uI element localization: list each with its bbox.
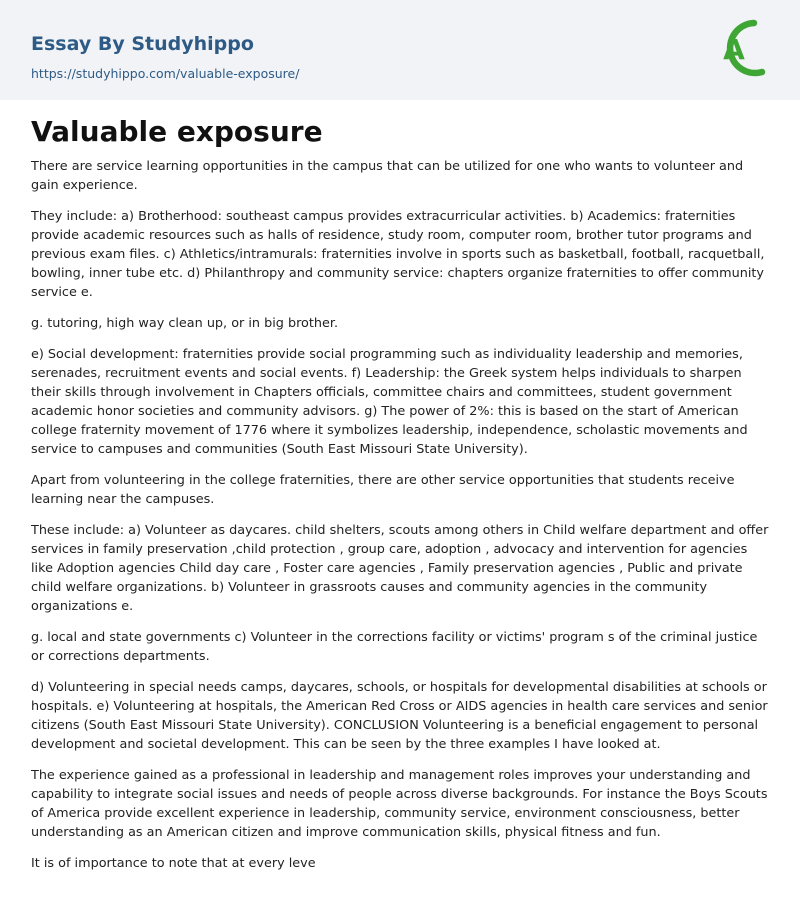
article-paragraph-1: There are service learning opportunities in the campus that can be utilized for one who wants to volunteer and gain experience. (31, 159, 744, 193)
article-paragraph-10: It is of importance to note that at every leve (31, 856, 316, 871)
article-paragraph-2: They include: a) Brotherhood: southeast campus provides extracurricular activities. b) Academics: fraternities provide academic resources such as halls of residence, study room, computer room, brother tutor programs and previous exam files. c) Athletics/intramurals: fraternities involve in sports such as basketball, football, racquetball, bowling, inner tube etc. d) Philanthropy and community service: chapters organize fraternities to offer community service e. (31, 209, 765, 300)
article-paragraph-9: The experience gained as a professional in leadership and management roles improves your understanding and capability to integrate social issues and needs of people across diverse backgrounds. For instance the Boys Scouts of America provide excellent experience in leadership, community service, environment consciousness, better understanding as an American citizen and improve communication skills, physical fitness and fun. (31, 768, 768, 840)
article-paragraph-3: g. tutoring, high way clean up, or in big brother. (31, 316, 339, 331)
article-paragraph-6: These include: a) Volunteer as daycares. child shelters, scouts among others in Child welfare department and offer services in family preservation ,child protection , group care, adoption , advocacy and intervention for agencies like Adoption agencies Child day care , Foster care agencies , Family preservation agencies , Public and private child welfare organizations. b) Volunteer in grassroots causes and community agencies in the community organizations e. (31, 523, 769, 614)
logo-letter: A (723, 33, 745, 66)
studyhippo-logo-icon[interactable] (710, 14, 772, 82)
article (0, 100, 800, 873)
page-title: Valuable exposure (31, 115, 323, 148)
article-paragraph-8: d) Volunteering in special needs camps, daycares, schools, or hospitals for developmental disabilities at schools or hospitals. e) Volunteering at hospitals, the American Red Cross or AIDS agencies in health care services and senior citizens (South East Missouri State University). CONCLUSION Volunteering is a beneficial engagement to personal development and societal development. This can be seen by the three examples I have looked at. (31, 680, 768, 752)
article-paragraph-5: Apart from volunteering in the college fraternities, there are other service opportunities that students receive learning near the campuses. (31, 473, 735, 507)
site-header (0, 0, 800, 100)
article-paragraph-7: g. local and state governments c) Volunteer in the corrections facility or victims' program s of the criminal justice or corrections departments. (31, 630, 758, 664)
page-url-link[interactable]: https://studyhippo.com/valuable-exposure/ (31, 66, 300, 81)
article-paragraph-4: e) Social development: fraternities provide social programming such as individuality leadership and memories, serenades, recruitment events and social events. f) Leadership: the Greek system helps individuals to sharpen their skills through involvement in Chapters officials, committee chairs and committees, student government academic honor societies and community advisors. g) The power of 2%: this is based on the start of American college fraternity movement of 1776 where it symbolizes leadership, independence, scholastic movements and service to campuses and communities (South East Missouri State University). (31, 347, 748, 457)
site-title-link[interactable]: Essay By Studyhippo (31, 33, 254, 55)
